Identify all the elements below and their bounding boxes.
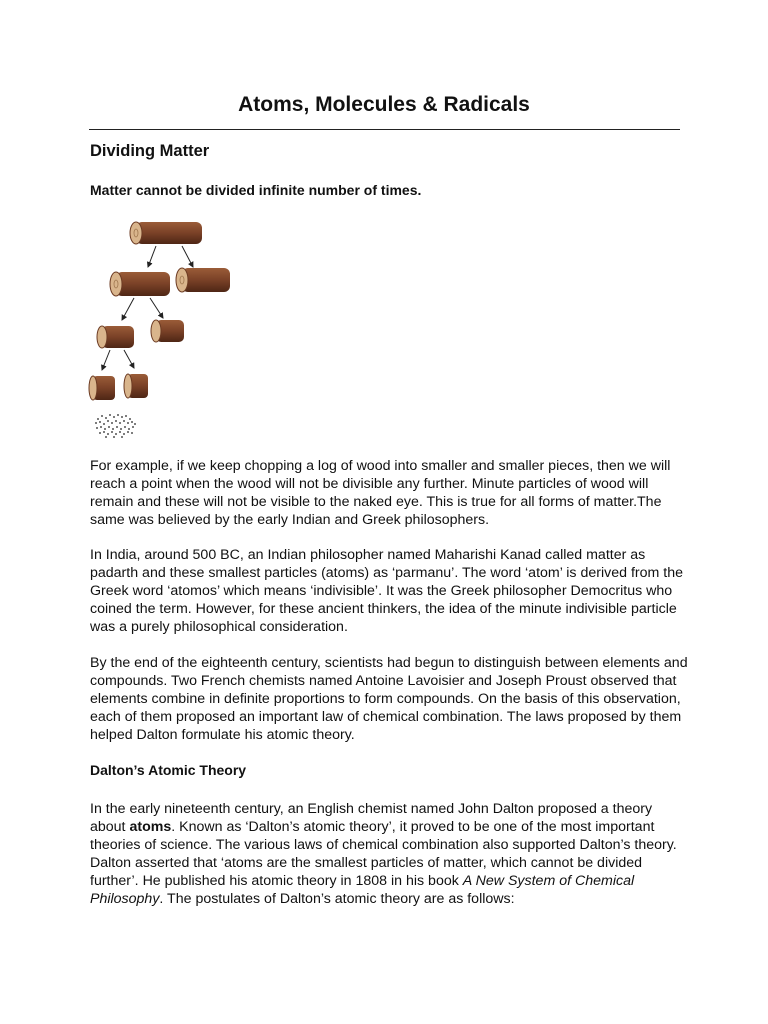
log-half-right — [176, 268, 230, 292]
split-arrow — [150, 298, 163, 318]
sub-heading-daltons-theory: Dalton’s Atomic Theory — [90, 762, 247, 778]
dalton-text-part-3: . The postulates of Dalton’s atomic theory are as follows: — [159, 891, 515, 907]
log-piece-right — [124, 374, 148, 398]
paragraph-eighteenth-century: By the end of the eighteenth century, scientists had begun to distinguish between elements and compounds. Two French chemists named Antoine Lavoisier and Joseph Proust observed that elements combine in definite proportions to form compounds. On the basis of this observation, each of them proposed an important law of chemical combination. The laws proposed by them helped Dalton formulate his atomic theory. — [90, 655, 688, 743]
split-arrow — [122, 298, 134, 320]
dalton-text-part-2: . Known as ‘Dalton’s atomic theory’, it proved to be one of the most important theories of science. The various laws of chemical combination also supported Dalton’s theory. Dalton asserted that ‘atoms are the smallest particles of matter, which cannot be divided further’. He published his atomic theory in 1808 in his book — [90, 819, 677, 889]
section-heading-dividing-matter: Dividing Matter — [90, 142, 210, 160]
bold-term-atoms: atoms — [129, 819, 172, 835]
wood-particles — [95, 414, 136, 438]
log-quarter-left — [97, 326, 134, 348]
split-arrow — [148, 246, 156, 267]
wood-dividing-illustration — [88, 212, 238, 444]
split-arrow — [102, 350, 110, 370]
log-half-left — [110, 272, 170, 296]
lead-statement: Matter cannot be divided infinite number of times. — [90, 182, 422, 198]
paragraph-dalton — [90, 800, 690, 908]
split-arrow — [124, 350, 134, 368]
book-title: A New System of Chemical Philosophy — [90, 873, 635, 907]
dalton-text-part-1: In the early nineteenth century, an English chemist named John Dalton proposed a theory about — [90, 801, 653, 835]
log-quarter-right — [151, 320, 184, 342]
log-piece-left — [89, 376, 115, 400]
title-divider — [89, 129, 680, 130]
log-whole — [130, 222, 202, 244]
page-title: Atoms, Molecules & Radicals — [238, 93, 530, 116]
paragraph-ancient-thinkers: In India, around 500 BC, an Indian philosopher named Maharishi Kanad called matter as padarth and these smallest particles (atoms) as ‘parmanu’. The word ‘atom’ is derived from the Greek word ‘atomos’ which means ‘indivisible’. It was the Greek philosopher Democritus who coined the term. However, for these ancient thinkers, the idea of the minute indivisible particle was a purely philosophical consideration. — [90, 547, 683, 635]
paragraph-wood-example: For example, if we keep chopping a log of wood into smaller and smaller pieces, then we will reach a point when the wood will not be divisible any further. Minute particles of wood will remain and these will not be visible to the naked eye. This is true for all forms of matter.The same was believed by the early Indian and Greek philosophers. — [90, 458, 671, 528]
split-arrow — [182, 246, 193, 267]
